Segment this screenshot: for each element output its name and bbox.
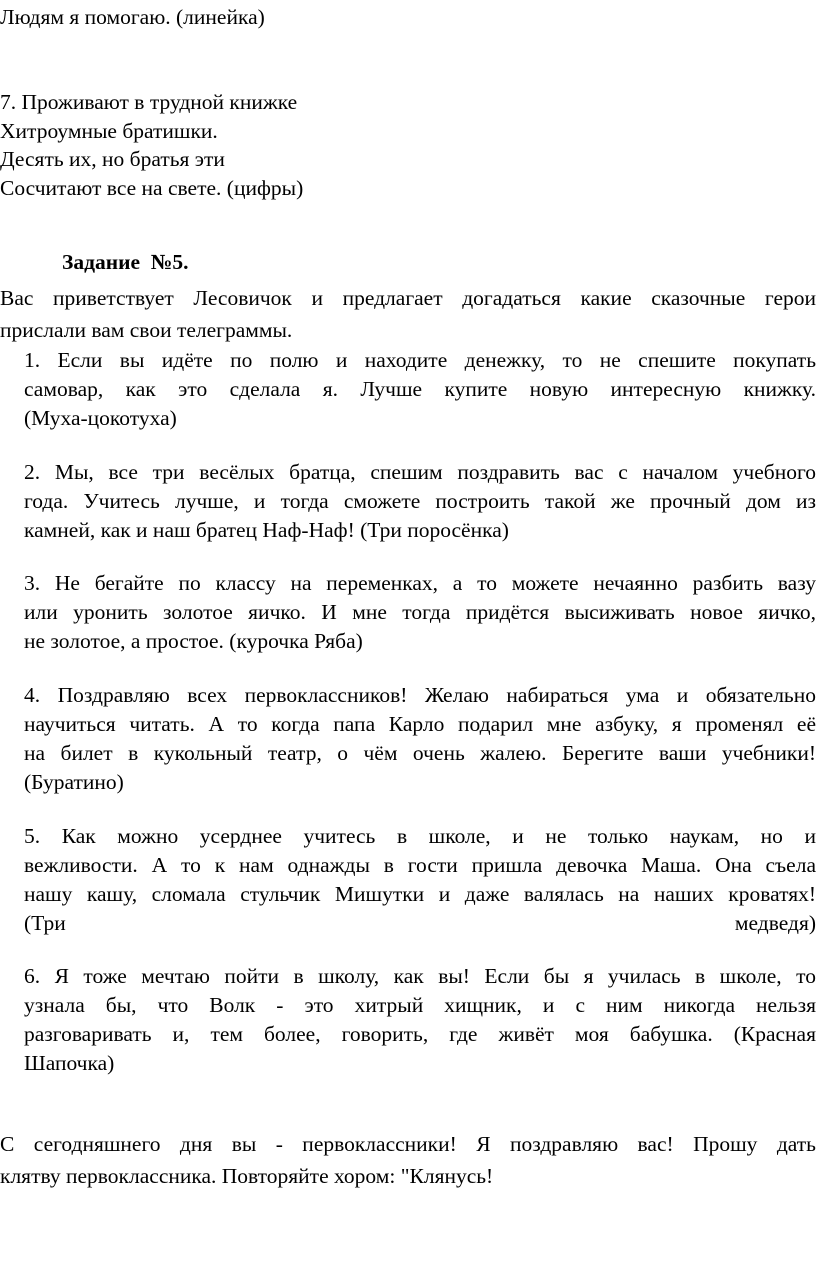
telegram-line: 1. Если вы идёте по полю и находите денежку, то не спешите покупать (24, 348, 816, 372)
telegram-line: (Буратино) (24, 770, 124, 794)
telegram-line: 6. Я тоже мечтаю пойти в школу, как вы! Если бы я училась в школе, то (24, 964, 816, 988)
telegram-split-right: медведя) (734, 911, 816, 935)
telegram-line: или уронить золотое яичко. И мне тогда придётся высиживать новое яичко, (24, 600, 816, 624)
riddle-line: Хитроумные братишки. (0, 119, 218, 143)
riddle-answer-line: Людям я помогаю. (линейка) (0, 5, 265, 29)
telegram-split-line (24, 909, 816, 938)
telegram-split-left: (Три (24, 911, 66, 935)
telegram-line: узнала бы, что Волк - это хитрый хищник, и с ним никогда нельзя (24, 993, 816, 1017)
telegram-line: Шапочка) (24, 1051, 115, 1075)
riddle-line: 7. Проживают в трудной книжке (0, 90, 298, 114)
closing-line: клятву первоклассника. Повторяйте хором: "Клянусь! (0, 1164, 494, 1188)
closing-line: С сегодняшнего дня вы - первоклассники! Я поздравляю вас! Прошу дать (0, 1132, 816, 1156)
telegram-line: вежливости. А то к нам однажды в гости пришла девочка Маша. Она съела (24, 853, 816, 877)
telegram-line: на билет в кукольный театр, о чём очень жалею. Берегите ваши учебники! (24, 741, 816, 765)
telegram-line: нашу кашу, сломала стульчик Мишутки и даже валялась на наших кроватях! (24, 882, 816, 906)
telegram-line: камней, как и наш братец Наф-Наф! (Три поросёнка) (24, 518, 509, 542)
telegram-line: (Муха-цокотуха) (24, 406, 177, 430)
riddle-line: Десять их, но братья эти (0, 147, 225, 171)
telegram-line: года. Учитесь лучше, и тогда сможете построить такой же прочный дом из (24, 489, 816, 513)
intro-line: Вас приветствует Лесовичок и предлагает догадаться какие сказочные герои (0, 286, 816, 310)
telegram-line: 2. Мы, все три весёлых братца, спешим поздравить вас с началом учебного (24, 460, 816, 484)
telegram-line: 5. Как можно усерднее учитесь в школе, и не только наукам, но и (24, 824, 816, 848)
telegram-line: не золотое, а простое. (курочка Ряба) (24, 629, 363, 653)
telegram-line: самовар, как это сделала я. Лучше купите новую интересную книжку. (24, 377, 816, 401)
intro-line: прислали вам свои телеграммы. (0, 318, 293, 342)
telegram-line: разговаривать и, тем более, говорить, где живёт моя бабушка. (Красная (24, 1022, 816, 1046)
telegram-line: научиться читать. А то когда папа Карло подарил мне азбуку, я променял её (24, 712, 816, 736)
task-heading: Задание №5. (62, 250, 189, 274)
telegram-line: 3. Не бегайте по классу на переменках, а то можете нечаянно разбить вазу (24, 571, 816, 595)
riddle-line: Сосчитают все на свете. (цифры) (0, 176, 304, 200)
telegram-line: 4. Поздравляю всех первоклассников! Желаю набираться ума и обязательно (24, 683, 816, 707)
